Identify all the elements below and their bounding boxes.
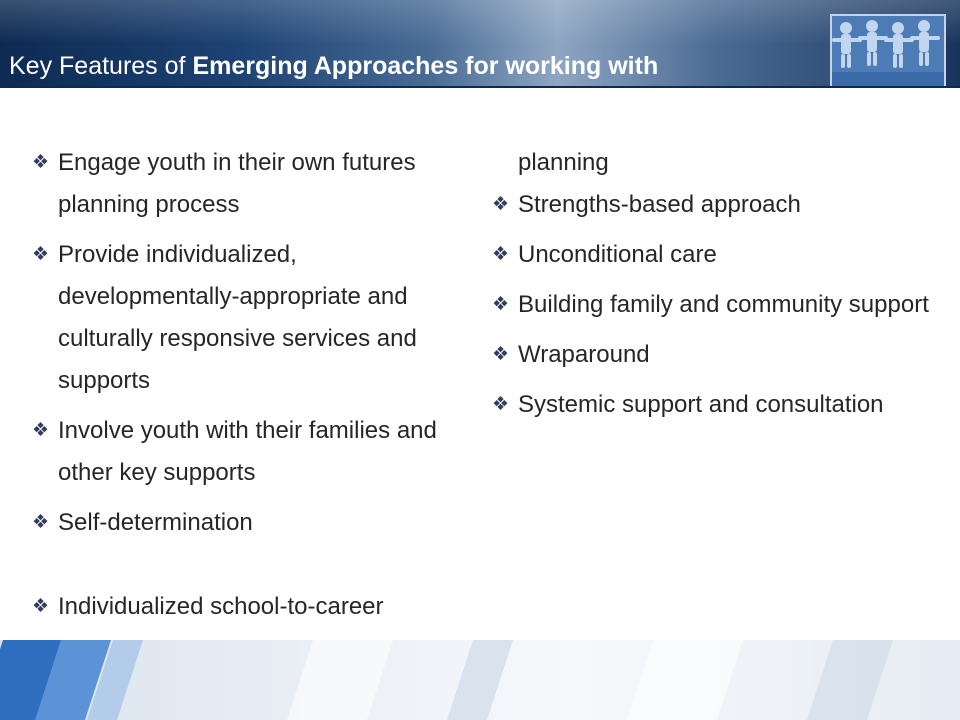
list-item [32, 502, 478, 544]
diamond-bullet-icon: ❖ [32, 420, 50, 441]
slide-title [9, 52, 658, 81]
diamond-bullet-icon: ❖ [32, 152, 50, 173]
list-item-text: Provide individualized, developmentally-appropriate and culturally responsive services and supports [58, 241, 417, 394]
list-item-continuation: planning [518, 149, 609, 176]
diamond-bullet-icon: ❖ [32, 512, 50, 533]
list-item [492, 334, 932, 376]
title-emphasis: Emerging Approaches for working with [192, 52, 659, 80]
list-item-text: Involve youth with their families and other key supports [58, 417, 437, 486]
list-item-text: Unconditional care [518, 241, 717, 268]
list-item [32, 142, 478, 226]
list-item [492, 284, 932, 326]
diamond-bullet-icon: ❖ [492, 394, 510, 415]
diamond-bullet-icon: ❖ [492, 194, 510, 215]
list-item-text: Wraparound [518, 341, 650, 368]
diamond-bullet-icon: ❖ [32, 244, 50, 265]
list-item-text: Self-determination [58, 509, 253, 536]
list-item-text: Building family and community support [518, 291, 929, 318]
list-item [32, 410, 478, 494]
footer-decoration [0, 640, 960, 720]
list-item [492, 184, 932, 226]
list-item [32, 234, 478, 402]
list-item [492, 234, 932, 276]
left-column [32, 142, 478, 636]
diamond-bullet-icon: ❖ [32, 596, 50, 617]
list-item [492, 384, 932, 426]
title-divider [0, 86, 960, 88]
title-prefix: Key Features of [9, 52, 193, 80]
diamond-bullet-icon: ❖ [492, 294, 510, 315]
list-item [32, 586, 478, 628]
list-item-text: Individualized school-to-career [58, 593, 384, 620]
diamond-bullet-icon: ❖ [492, 344, 510, 365]
list-item-text: Systemic support and consultation [518, 391, 884, 418]
title-bar [0, 0, 960, 88]
people-chain-icon [830, 14, 946, 88]
list-item-text: Strengths-based approach [518, 191, 801, 218]
diamond-bullet-icon: ❖ [492, 244, 510, 265]
list-item-text: Engage youth in their own futures planning process [58, 149, 416, 218]
right-column [492, 142, 932, 434]
